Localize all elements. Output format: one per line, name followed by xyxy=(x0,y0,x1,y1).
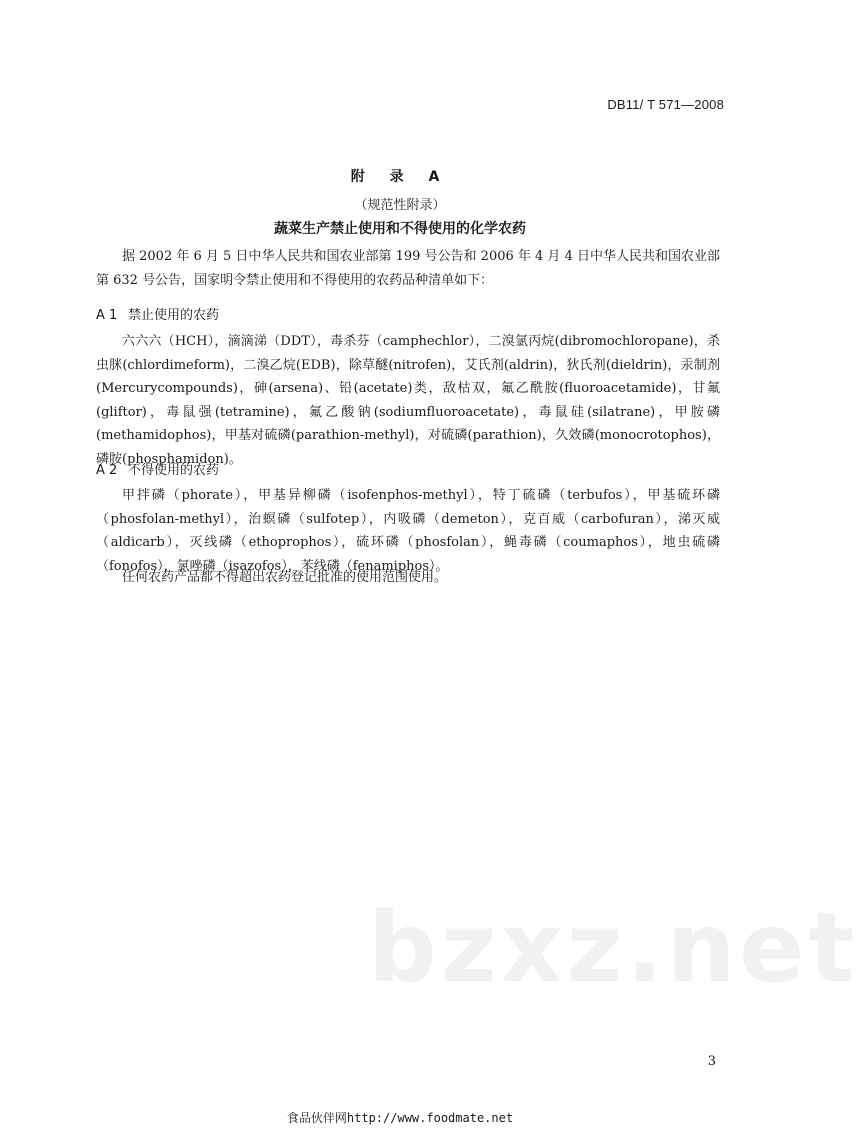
standard-code: DB11/ T 571—2008 xyxy=(607,97,724,112)
section-a2-note: 任何农药产品都不得超出农药登记批准的使用范围使用。 xyxy=(122,570,448,585)
appendix-subtitle: 蔬菜生产禁止使用和不得使用的化学农药 xyxy=(274,221,526,237)
page-number: 3 xyxy=(707,1054,716,1069)
section-number: A 1 xyxy=(96,308,118,323)
section-title: 不得使用的农药 xyxy=(128,463,220,478)
footer-link[interactable]: 食品伙伴网http://www.foodmate.net xyxy=(286,1111,514,1125)
section-title: 禁止使用的农药 xyxy=(128,308,220,323)
section-a1-paragraph: 六六六（HCH），滴滴涕（DDT），毒杀芬（camphechlor），二溴氯丙烷(dibromochloropane)，杀虫脒(chlordimeform)，二溴乙烷(EDB)，除草醚(nitrofen)，艾氏剂(aldrin)，狄氏剂(dieldrin)，汞制剂(Mercurycompounds)，砷(arsena)、铅(acetate)类，敌枯双，氟乙酰胺(fluoroacetamide)，甘氟(gliftor)，毒鼠强(tetramine)，氟乙酸钠(sodiumfluoroacetate)，毒鼠硅(silatrane)，甲胺磷(methamidophos)，甲基对硫磷(parathion-methyl)，对硫磷(parathion)，久效磷(monocrotophos)，磷胺(phosphamidon)。 xyxy=(96,334,720,467)
section-number: A 2 xyxy=(96,463,118,478)
appendix-title: 附 录 A xyxy=(350,169,450,185)
section-a2-paragraph: 甲拌磷（phorate），甲基异柳磷（isofenphos-methyl），特丁硫磷（terbufos），甲基硫环磷（phosfolan-methyl），治螟磷（sulfotep），内吸磷（demeton），克百威（carbofuran），涕灭威（aldicarb），灭线磷（ethoprophos），硫环磷（phosfolan），蝇毒磷（coumaphos），地虫硫磷（fonofos），氯唑磷（isazofos），苯线磷（fenamiphos）。 xyxy=(96,488,720,574)
appendix-type: （规范性附录） xyxy=(354,198,446,213)
section-heading-a2 xyxy=(96,459,219,478)
section-heading-a1 xyxy=(96,304,219,323)
intro-paragraph: 据 2002 年 6 月 5 日中华人民共和国农业部第 199 号公告和 2006 年 4 月 4 日中华人民共和国农业部第 632 号公告，国家明令禁止使用和不得使用的农药品种清单如下： xyxy=(96,249,720,288)
watermark: bzxz.net xyxy=(368,892,858,1004)
